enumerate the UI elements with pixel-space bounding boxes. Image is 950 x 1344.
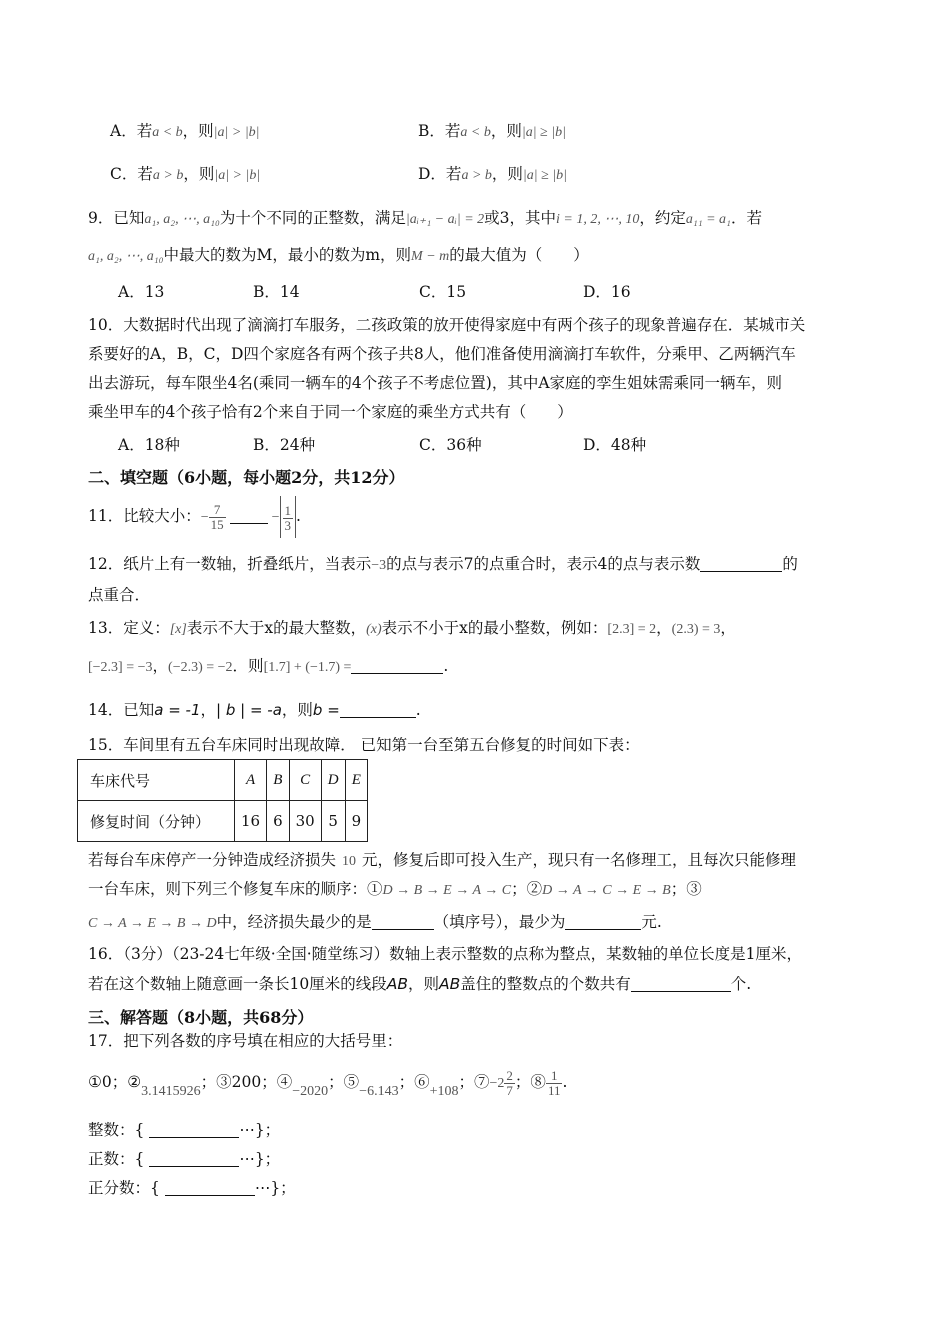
q12-line-1 xyxy=(88,553,798,577)
q8-option-c xyxy=(110,163,260,187)
text: 中，经济损失最少的是 xyxy=(216,913,372,931)
math-expr: − xyxy=(200,510,209,525)
math-expr: D → B → E → A → C xyxy=(382,883,512,898)
text: 表示不小于x的最小整数，例如： xyxy=(381,619,608,637)
math-expr: a₁₁ = a₁ xyxy=(685,212,731,227)
fraction xyxy=(283,504,294,533)
numerator: 1 xyxy=(546,1069,563,1084)
q8-option-d xyxy=(418,163,567,187)
q16-line-2 xyxy=(88,973,751,995)
q10-option-d: D．48种 xyxy=(583,436,647,454)
math-expr: [1.7] + (−1.7) = xyxy=(263,660,352,675)
q17-positive-fractions-row xyxy=(88,1177,296,1199)
text: . xyxy=(443,657,449,675)
opt-text: ，则 xyxy=(491,165,523,183)
fraction xyxy=(504,1069,515,1098)
q10-line-4: 乘坐甲车的4个孩子恰有2个来自于同一个家庭的乘坐方式共有（ ） xyxy=(88,403,573,421)
text: 的最大值为（ ） xyxy=(449,246,589,264)
opt-label: B．若 xyxy=(418,122,461,140)
math-expr: [2.3] = 2 xyxy=(607,622,657,637)
absolute-value xyxy=(280,496,297,538)
math-expr: AB xyxy=(386,975,408,993)
table-cell: B xyxy=(267,760,290,801)
opt-label: C．若 xyxy=(110,165,153,183)
numerator: 7 xyxy=(209,503,226,518)
text: ，则 xyxy=(407,975,439,993)
q17-positives-row xyxy=(88,1148,280,1170)
text: ；⑦ xyxy=(458,1073,490,1091)
text: 为十个不同的正整数，满足 xyxy=(219,209,406,227)
text: ．若 xyxy=(730,209,762,227)
table-header: 修复时间（分钟） xyxy=(78,801,235,842)
math-expr: |a| ≥ |b| xyxy=(522,168,567,183)
q16-line-1: 16．（3分）（23-24七年级·全国·随堂练习）数轴上表示整数的点称为整点，某数轴的单位长度是1厘米， xyxy=(88,945,802,963)
text: 个. xyxy=(730,975,752,993)
math-expr: |a| ≥ |b| xyxy=(521,125,566,140)
q13-answer-blank[interactable] xyxy=(351,657,443,674)
text: 整数：{ xyxy=(88,1121,145,1139)
text: ；② xyxy=(511,880,543,898)
math-expr: a < b xyxy=(460,125,491,140)
q10-line-3: 出去游玩，每车限坐4名(乘同一辆车的4个孩子不考虑位置)，其中A家庭的孪生姐妹需乘同一辆车，则 xyxy=(88,374,783,392)
text: 13．定义： xyxy=(88,619,170,637)
q17-intro: 17．把下列各数的序号填在相应的大括号里： xyxy=(88,1032,403,1050)
text: 或3，其中 xyxy=(484,209,557,227)
repair-time-table xyxy=(77,759,368,842)
text: 正数：{ xyxy=(88,1150,145,1168)
denominator: 3 xyxy=(284,517,292,533)
math-expr: 10 xyxy=(342,854,357,869)
text: 12．纸片上有一数轴，折叠纸片，当表示 xyxy=(88,555,372,573)
q15-answer-blank-1[interactable] xyxy=(372,913,434,930)
denominator: 15 xyxy=(210,516,224,532)
q11 xyxy=(88,495,301,537)
q9-option-c: C．15 xyxy=(419,283,467,301)
text: 的点与表示7的点重合时，表示4的点与表示数 xyxy=(386,555,701,573)
text: 元. xyxy=(641,913,662,931)
text: 14．已知 xyxy=(88,701,155,719)
text: 中最大的数为M，最小的数为m，则 xyxy=(163,246,412,264)
q10-option-b: B．24种 xyxy=(253,436,316,454)
text: . xyxy=(562,1073,568,1091)
q16-answer-blank[interactable] xyxy=(631,975,731,992)
math-expr: b = xyxy=(312,701,340,719)
math-expr: M − m xyxy=(411,249,450,264)
table-header: 车床代号 xyxy=(78,760,235,801)
math-expr: a > b xyxy=(152,168,184,183)
denominator: 7 xyxy=(506,1082,513,1098)
q15-line-2 xyxy=(88,878,702,902)
q9-line-1 xyxy=(88,207,762,231)
math-expr: −3 xyxy=(371,558,387,573)
q8-option-b xyxy=(418,120,566,144)
table-cell: 9 xyxy=(345,801,368,842)
math-expr: −2020 xyxy=(292,1084,329,1099)
table-row xyxy=(78,801,368,842)
math-expr: +108 xyxy=(429,1084,459,1099)
math-expr: a₁, a₂, ⋯, a₁₀ xyxy=(144,212,220,227)
fraction xyxy=(209,503,226,532)
q11-answer-blank[interactable] xyxy=(230,507,268,524)
math-expr: [−2.3] = −3 xyxy=(88,660,153,675)
table-cell: 5 xyxy=(321,801,345,842)
math-expr: |aᵢ₊₁ − aᵢ| = 2 xyxy=(405,212,485,227)
text: 表示不大于x的最大整数， xyxy=(186,619,367,637)
text: . xyxy=(296,507,301,525)
text: 元，修复后即可投入生产，现只有一名修理工，且每次只能修理 xyxy=(362,851,797,869)
math-expr: − xyxy=(271,510,280,525)
q14-answer-blank[interactable] xyxy=(340,701,416,718)
math-expr: (−2.3) = −2 xyxy=(168,660,233,675)
math-expr: a₁, a₂, ⋯, a₁₀ xyxy=(88,249,164,264)
text: ；③ xyxy=(670,880,702,898)
table-cell: D xyxy=(321,760,345,801)
table-cell: C xyxy=(289,760,321,801)
math-expr: |a| > |b| xyxy=(213,125,260,140)
opt-text: ，则 xyxy=(183,165,215,183)
q9-option-b: B．14 xyxy=(253,283,300,301)
q10-line-2: 系要好的A，B，C，D四个家庭各有两个孩子共8人，他们准备使用滴滴打车软件，分乘甲、乙两辆汽车 xyxy=(88,345,796,363)
q9-option-a: A．13 xyxy=(118,283,165,301)
math-expr: [x] xyxy=(169,622,187,637)
table-row xyxy=(78,760,368,801)
section-3-heading: 三、解答题（8小题，共68分） xyxy=(88,1008,314,1027)
math-expr: C → A → E → B → D xyxy=(88,916,217,931)
q17-numbers xyxy=(88,1062,567,1102)
table-cell: 30 xyxy=(289,801,321,842)
text: ；③200；④ xyxy=(200,1073,293,1091)
text: 一台车床，则下列三个修复车床的顺序：① xyxy=(88,880,383,898)
positives-answer-blank[interactable] xyxy=(149,1150,239,1167)
numerator: 2 xyxy=(506,1067,513,1083)
q8-option-a xyxy=(110,120,260,144)
q13-line-1: 13．定义：[x]表示不大于x的最大整数，(x)表示不小于x的最小整数，例如：[2.3] = 2，(2.3) = 3， xyxy=(88,619,736,637)
positive-fractions-answer-blank[interactable] xyxy=(165,1179,255,1196)
q15-line-1 xyxy=(88,849,796,873)
q10-line-1: 10．大数据时代出现了滴滴打车服务，二孩政策的放开使得家庭中有两个孩子的现象普遍存在．某城市关 xyxy=(88,316,806,334)
text: ⋯}； xyxy=(239,1121,281,1139)
table-cell: 16 xyxy=(235,801,267,842)
fraction xyxy=(546,1069,563,1098)
text: ①0；② xyxy=(88,1073,142,1091)
opt-label: A．若 xyxy=(110,122,153,140)
text: ；⑥ xyxy=(398,1073,430,1091)
numerator: 1 xyxy=(284,502,292,518)
text: ⋯}； xyxy=(254,1179,296,1197)
math-expr: |a| > |b| xyxy=(214,168,261,183)
integers-answer-blank[interactable] xyxy=(149,1121,239,1138)
table-cell: 6 xyxy=(267,801,290,842)
math-expr: a > b xyxy=(461,168,492,183)
text: 9．已知 xyxy=(88,209,145,227)
q15-answer-blank-2[interactable] xyxy=(565,913,641,930)
q14 xyxy=(88,699,421,721)
text: ；⑧ xyxy=(514,1073,546,1091)
math-expr: (x) xyxy=(366,622,382,637)
math-expr: (2.3) = 3 xyxy=(671,622,721,637)
math-expr: a < b xyxy=(152,125,183,140)
q17-integers-row xyxy=(88,1119,280,1141)
q12-line-2: 点重合． xyxy=(88,586,151,604)
text: 的 xyxy=(782,555,798,573)
table-cell: A xyxy=(235,760,267,801)
text: 若在这个数轴上随意画一条长10厘米的线段 xyxy=(88,975,387,993)
text: ，则 xyxy=(281,701,313,719)
text: 11．比较大小： xyxy=(88,507,201,525)
math-expr: 3.1415926 xyxy=(141,1084,201,1099)
q15-line-3 xyxy=(88,911,662,935)
opt-label: D．若 xyxy=(418,165,462,183)
math-expr: a = -1 xyxy=(154,701,201,719)
text: . xyxy=(415,701,421,719)
table-cell: E xyxy=(345,760,368,801)
math-expr: AB xyxy=(439,975,461,993)
text: ， xyxy=(200,701,217,719)
q15-intro: 15．车间里有五台车床同时出现故障． 已知第一台至第五台修复的时间如下表： xyxy=(88,736,640,754)
text: （填序号），最少为 xyxy=(433,913,566,931)
text: 正分数：{ xyxy=(88,1179,160,1197)
q12-answer-blank[interactable] xyxy=(700,555,782,572)
text: 盖住的整数点的个数共有 xyxy=(460,975,631,993)
math-expr: D → A → C → E → B xyxy=(542,883,671,898)
opt-text: ，则 xyxy=(182,122,214,140)
q10-option-a: A．18种 xyxy=(118,436,180,454)
text: ⋯}； xyxy=(239,1150,281,1168)
math-expr: i = 1, 2, ⋯, 10 xyxy=(556,212,640,227)
q10-option-c: C．36种 xyxy=(419,436,482,454)
text: ．则 xyxy=(232,657,264,675)
denominator: 11 xyxy=(547,1082,561,1098)
math-expr: −2 xyxy=(489,1076,505,1091)
section-2-heading: 二、填空题（6小题，每小题2分，共12分） xyxy=(88,468,405,487)
q9-option-d: D．16 xyxy=(583,283,631,301)
q13-line-2: [−2.3] = −3，(−2.3) = −2．则[1.7] + (−1.7) = . xyxy=(88,657,449,675)
text: 若每台车床停产一分钟造成经济损失 xyxy=(88,851,337,869)
opt-text: ，则 xyxy=(490,122,522,140)
q9-line-2 xyxy=(88,244,589,268)
math-expr: | b | = -a xyxy=(216,701,282,719)
text: ；⑤ xyxy=(328,1073,360,1091)
math-expr: −6.143 xyxy=(359,1084,399,1099)
text: ，约定 xyxy=(639,209,686,227)
